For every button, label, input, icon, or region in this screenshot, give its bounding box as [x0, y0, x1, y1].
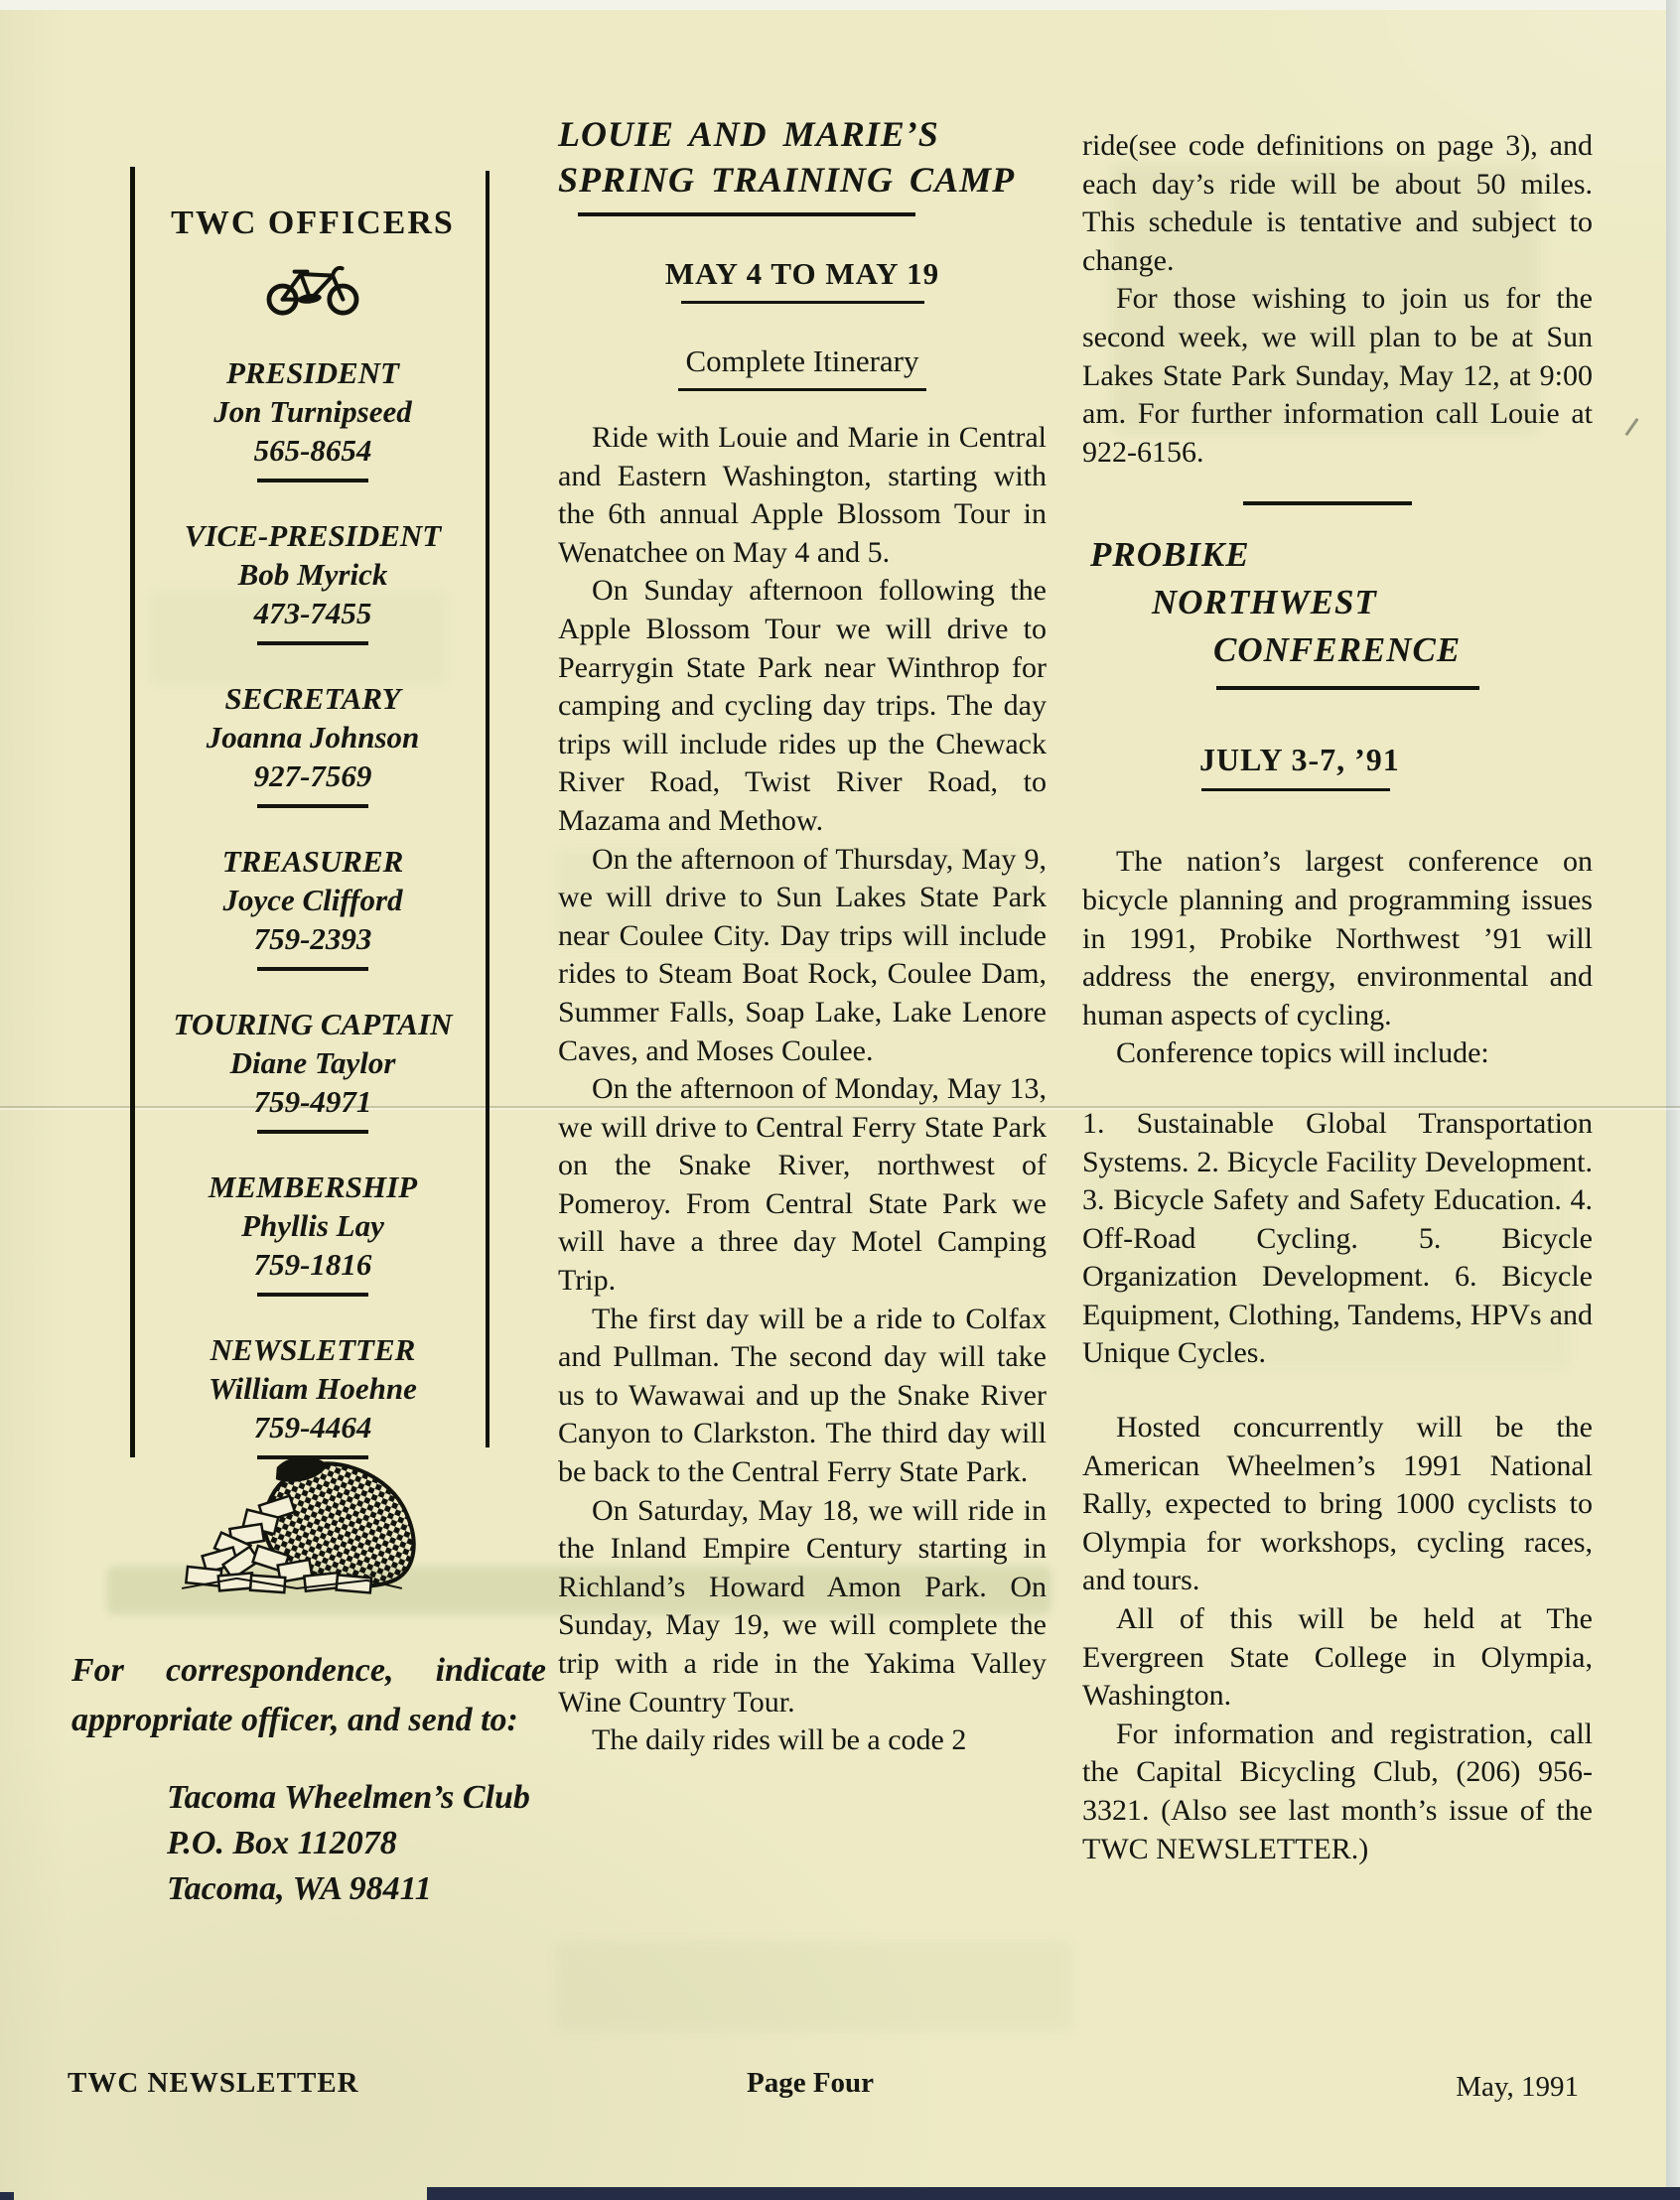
right-column [1082, 127, 1593, 1868]
probike-title-underline [1216, 686, 1479, 690]
bicycle-icon [261, 258, 364, 320]
camp-date-range: MAY 4 TO MAY 19 [664, 256, 940, 291]
body-paragraph: On the afternoon of Thursday, May 9, we will drive to Sun Lakes State Park near Coulee City. Day trips will include rides to Steam Boat Rock, Coulee Dam, Summer Falls, Soap Lake, Lake Lenore Caves, and Moses Coulee. [558, 842, 1047, 1067]
body-paragraph: For those wishing to join us for the second week, we will plan to be at Sun Lakes State Park Sunday, May 12, at 9:00 am. For further information call Louie at 922-6156. [1082, 282, 1593, 469]
body-paragraph: For information and registration, call the Capital Bicycling Club, (206) 956-3321. (Also see last month’s issue of the TWC NEWSLETTER.) [1082, 1717, 1593, 1865]
officer-name: Phyllis Lay [241, 1208, 384, 1243]
scan-bottom-corner [0, 2192, 14, 2200]
officer-title: TOURING CAPTAIN [173, 1007, 453, 1041]
probike-title-line: PROBIKE [1090, 535, 1250, 575]
scan-right-edge [1666, 0, 1680, 2200]
section-divider [1243, 501, 1412, 505]
body-paragraph: Conference topics will include: [1116, 1036, 1489, 1070]
correspondence-note: For correspondence, indicate appropriate officer, and send to: [71, 1652, 546, 1738]
officer-name: Bob Myrick [237, 557, 388, 592]
probike-body [1082, 843, 1593, 1868]
officer-entry [147, 1330, 479, 1459]
scan-top-edge [0, 0, 1680, 10]
footer-newsletter-name: TWC NEWSLETTER [68, 2067, 359, 2099]
article-body [558, 419, 1047, 1760]
address-line: Tacoma Wheelmen’s Club [167, 1779, 530, 1816]
officer-title: VICE-PRESIDENT [184, 518, 442, 553]
officers-left-rule [130, 167, 135, 1457]
officer-divider [257, 1293, 368, 1297]
mailbag-icon [177, 1449, 427, 1616]
officer-entry [147, 353, 479, 482]
officer-title: PRESIDENT [226, 355, 399, 390]
article-probike [1082, 531, 1593, 1868]
probike-title-line: CONFERENCE [1213, 630, 1462, 670]
title-underline [578, 212, 915, 216]
body-paragraph: On Sunday afternoon following the Apple Blossom Tour we will drive to Pearrygin State Park near Winthrop for camping and cycling day trips. The day trips will include rides up the Chewack River Road, Twist River Road, to Mazama and Methow. [558, 574, 1047, 837]
conference-date: JULY 3-7, ’91 [1199, 742, 1400, 778]
officer-divider [257, 804, 368, 808]
body-paragraph: Ride with Louie and Marie in Central and Eastern Washington, starting with the 6th annual Apple Blossom Tour in Wenatchee on May 4 and 5. [558, 421, 1047, 569]
officer-phone: 759-4971 [253, 1084, 372, 1119]
probike-title-line: NORTHWEST [1152, 583, 1377, 622]
footer-issue-date: May, 1991 [1456, 2071, 1579, 2103]
body-paragraph: The first day will be a ride to Colfax and Pullman. The second day will take us to Wawawai and up the Snake River Canyon to Clarkston. The third day will be back to the Central Ferry State Park. [558, 1302, 1047, 1489]
officer-name: Jon Turnipseed [213, 394, 412, 429]
mailing-address [167, 1775, 530, 1912]
officer-entry [147, 1005, 479, 1134]
officer-title: TREASURER [221, 844, 404, 879]
footer-page-number: Page Four [747, 2067, 875, 2099]
itinerary-label: Complete Itinerary [685, 344, 919, 378]
officer-entry [147, 679, 479, 808]
itinerary-underline [678, 388, 926, 391]
officer-name: William Hoehne [209, 1371, 417, 1406]
body-paragraph: Hosted concurrently will be the American Wheelmen’s 1991 National Rally, expected to bring 1000 cyclists to Olympia for workshops, cycling races, and tours. [1082, 1411, 1593, 1597]
date-underline [681, 301, 924, 304]
body-paragraph: All of this will be held at The Evergreen State College in Olympia, Washington. [1082, 1602, 1593, 1713]
officer-phone: 759-1816 [253, 1247, 372, 1282]
officer-phone: 927-7569 [253, 758, 372, 793]
officer-divider [257, 967, 368, 971]
officer-entry [147, 516, 479, 645]
officer-phone: 759-4464 [253, 1410, 372, 1444]
officers-right-rule [486, 171, 490, 1447]
officer-title: NEWSLETTER [210, 1332, 416, 1367]
officer-entry [147, 1168, 479, 1297]
officer-title: MEMBERSHIP [208, 1169, 418, 1204]
officer-phone: 565-8654 [253, 433, 372, 468]
officer-divider [257, 1130, 368, 1134]
article-title-line: SPRING TRAINING CAMP [558, 160, 1016, 200]
officer-divider [257, 479, 368, 482]
officers-heading: TWC OFFICERS [171, 205, 455, 241]
article-continuation [1082, 127, 1593, 472]
officer-name: Joanna Johnson [206, 720, 420, 755]
bleedthrough-ghost [556, 1941, 1072, 2032]
body-paragraph: ride(see code definitions on page 3), and each day’s ride will be about 50 miles. This schedule is tentative and subject to change. [1082, 129, 1593, 277]
article-title-line: LOUIE AND MARIE’S [558, 114, 939, 154]
officer-name: Diane Taylor [229, 1045, 396, 1080]
body-paragraph: On the afternoon of Monday, May 13, we will drive to Central Ferry State Park on the Snake River, northwest of Pomeroy. From Central State Park we will have a three day Motel Camping Trip. [558, 1072, 1047, 1298]
body-paragraph: 1. Sustainable Global Transportation Systems. 2. Bicycle Facility Development. 3. Bicycle Safety and Safety Education. 4. Off-Road Cycling. 5. Bicycle Organization Development. 6. Bicycle Equipment, Clothing, Tandems, HPVs and Unique Cycles. [1082, 1106, 1593, 1370]
officer-entry [147, 842, 479, 971]
officer-phone: 759-2393 [253, 921, 372, 956]
body-paragraph: The daily rides will be a code 2 [592, 1723, 967, 1757]
address-line: P.O. Box 112078 [167, 1825, 397, 1861]
body-paragraph: The nation’s largest conference on bicycle planning and programming issues in 1991, Probike Northwest ’91 will address the energy, environmental and human aspects of cycling. [1082, 845, 1593, 1031]
officer-name: Joyce Clifford [222, 883, 403, 917]
officer-divider [257, 641, 368, 645]
scan-bottom-edge [427, 2187, 1680, 2200]
conference-date-underline [1201, 788, 1390, 791]
officer-phone: 473-7455 [253, 596, 372, 630]
article-spring-camp [558, 111, 1047, 1760]
address-line: Tacoma, WA 98411 [167, 1870, 432, 1907]
pen-mark [1625, 418, 1639, 436]
officers-panel [147, 205, 479, 1459]
body-paragraph: On Saturday, May 18, we will ride in the Inland Empire Century starting in Richland’s Howard Amon Park. On Sunday, May 19, we will complete the trip with a ride in the Yakima Valley Wine Country Tour. [558, 1493, 1047, 1719]
officer-title: SECRETARY [224, 681, 401, 716]
